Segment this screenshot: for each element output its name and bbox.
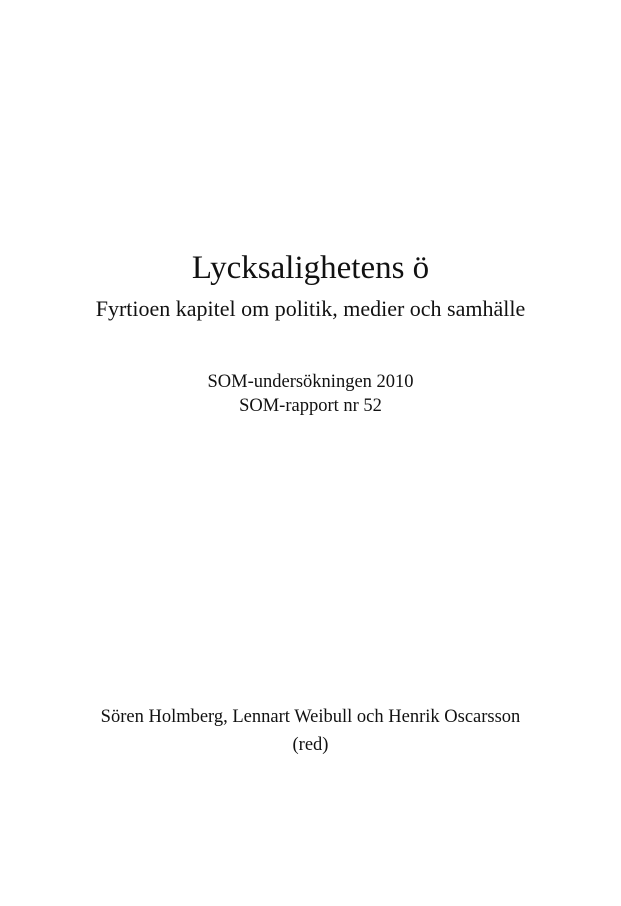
editors-names: Sören Holmberg, Lennart Weibull och Henrik Oscarsson	[100, 707, 521, 727]
report-number: SOM-rapport nr 52	[239, 396, 382, 416]
book-title: Lycksalighetens ö	[191, 250, 430, 286]
survey-name: SOM-undersökningen 2010	[207, 372, 414, 392]
book-subtitle: Fyrtioen kapitel om politik, medier och samhälle	[95, 296, 526, 321]
editor-note: (red)	[292, 735, 329, 755]
